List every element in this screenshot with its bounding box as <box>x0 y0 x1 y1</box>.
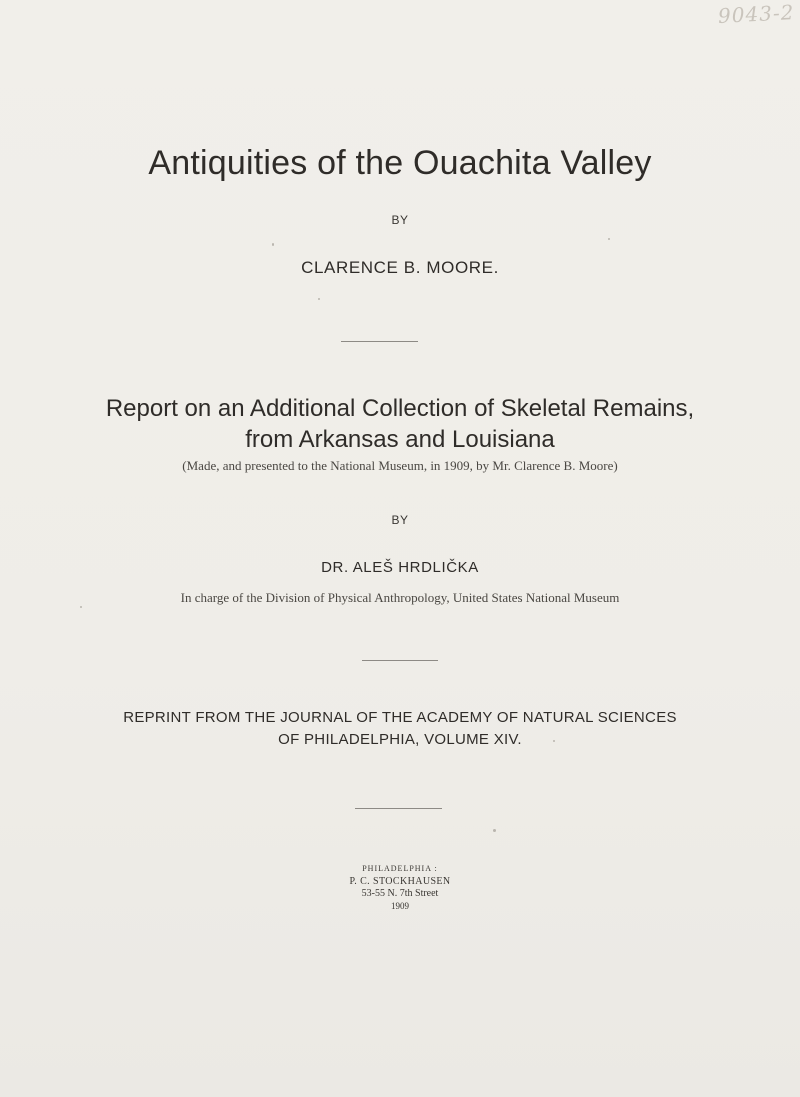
paper-speck <box>80 606 82 608</box>
paper-speck <box>493 829 496 832</box>
paper-speck <box>553 740 555 742</box>
report-title-line-1: Report on an Additional Collection of Skeletal Remains, <box>105 395 695 422</box>
reprint-notice-line-2: OF PHILADELPHIA, VOLUME XIV. <box>278 731 522 748</box>
book-title: Antiquities of the Ouachita Valley <box>148 144 652 182</box>
imprint-year: 1909 <box>391 901 409 911</box>
paper-speck <box>608 238 610 240</box>
report-author-name: DR. ALEŠ HRDLIČKA <box>321 559 479 576</box>
report-author-affiliation: In charge of the Division of Physical Anthropology, United States National Museum <box>180 590 620 605</box>
report-provenance-note: (Made, and presented to the National Museum, in 1909, by Mr. Clarence B. Moore) <box>182 458 618 473</box>
imprint-publisher: P. C. STOCKHAUSEN <box>349 876 451 887</box>
by-label: BY <box>391 513 409 527</box>
imprint-city: PHILADELPHIA : <box>362 864 438 873</box>
paper-speck <box>318 298 320 300</box>
imprint-address: 53-55 N. 7th Street <box>361 888 439 899</box>
reprint-notice-line-1: REPRINT FROM THE JOURNAL OF THE ACADEMY OF NATURAL SCIENCES <box>123 709 677 726</box>
paper-speck <box>272 243 274 246</box>
divider-rule <box>355 808 442 809</box>
author-name: CLARENCE B. MOORE. <box>301 258 499 277</box>
handwritten-catalog-mark: 9043-2 <box>717 0 795 28</box>
divider-rule <box>341 341 418 342</box>
report-title-line-2: from Arkansas and Louisiana <box>245 426 555 453</box>
by-label: BY <box>391 213 409 227</box>
divider-rule <box>362 660 438 661</box>
